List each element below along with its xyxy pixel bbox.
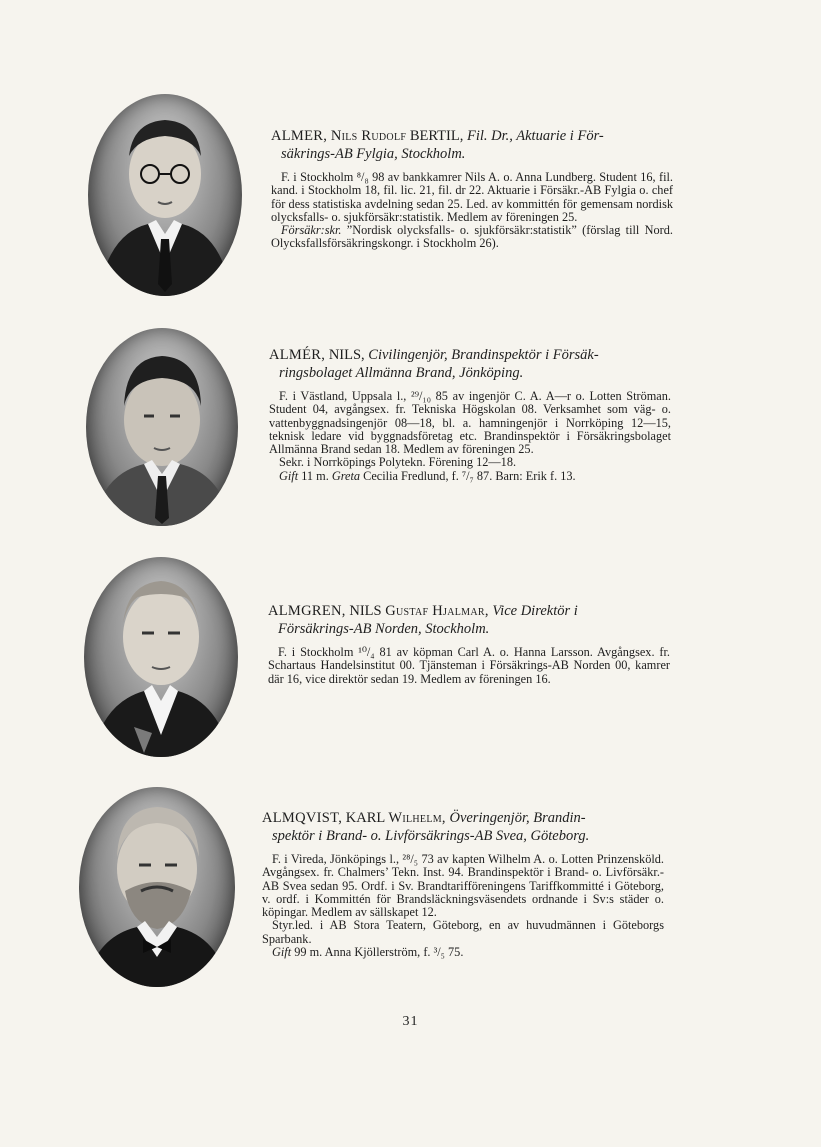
entry-paragraph: F. i Vireda, Jönköpings l., ²⁸/₅ 73 av kapten Wilhelm A. o. Lotten Prinzensköld. Avgångsex. fr. Chalmers’ Tekn. Inst. 94. Brandinspektör i Brand- o. Livförsäkr.-AB Svea sedan 95. Ordf. i Sv. Brandtarifföreningens Tariffkommitté i Göteborg, v. ordf. i Kommittén för Brandsläckningsväsendets ordnande i Sv:s städer o. köpingar. Medlem av sällskapet 12. [262,852,664,920]
entry-paragraph-family [269,470,671,483]
entry-given-names: Nils Rudolf [330,128,407,144]
entry-title-line2: säkrings-AB Fylgia, Stockholm. [281,146,466,162]
entry-given-names: Gustaf Hjalmar, [385,603,489,619]
family-text: Cecilia Fredlund, f. ⁷/₇ 87. Barn: Erik f. 13. [360,468,576,483]
portrait-photo-almgren [84,557,238,757]
entry-title-line1: Överingenjör, Brandin- [449,810,586,826]
entry-body [262,853,664,959]
entry-surname: ALMQVIST, [262,810,343,826]
married-text: 11 m. [298,468,332,483]
portrait-photo-almer-bertil [88,94,242,296]
married-label: Gift [279,468,299,483]
portrait-photo-almqvist [79,787,235,987]
entry-paragraph-family [262,946,664,959]
entry-body [269,390,671,483]
married-label: Gift [272,945,292,960]
married-text: 99 m. Anna Kjöllerström, f. ³/₅ 75. [291,945,464,960]
entry-heading [268,602,670,638]
portrait-illustration [79,787,235,987]
publications-label: Försäkr:skr. [281,223,342,238]
entry-surname: ALMER, [271,128,328,144]
entry-title-line1: Vice Direktör i [492,603,578,619]
entry-given-names: Wilhelm, [388,810,446,826]
entry-title-line2: spektör i Brand- o. Livförsäkrings-AB Svea, Göteborg. [272,828,590,844]
entry-body [268,646,670,686]
entry-name-rest: BERTIL, [406,128,464,144]
entry-title-line1: Civilingenjör, Brandinspektör i Försäk- [368,347,599,363]
entry-paragraph: F. i Stockholm ⁸/₈ 98 av bankkamrer Nils A. o. Anna Lundberg. Student 16, fil. kand. i Stockholm 18, fil. lic. 21, fil. dr 22. Aktuarie i Försäkr.-AB Fylgia o. chef för dess statistiska avdelning sedan 25. Led. av kommittén för gemensam nordisk olycksfalls- o. sjukförsäkr:statistik. Medlem av föreningen 25. [271,170,673,224]
entry-heading [262,809,664,845]
biography-entry-1 [271,127,673,251]
entry-heading [269,346,671,382]
portrait-illustration [86,328,238,526]
entry-title-line1: Fil. Dr., Aktuarie i För- [466,128,604,144]
entry-paragraph-assignments: Styr.led. i AB Stora Teatern, Göteborg, en av huvudmännen i Göteborgs Sparbank. [262,918,664,946]
entry-title-line2: Försäkrings-AB Norden, Stockholm. [278,621,490,637]
publications-text: ”Nordisk olycksfalls- o. sjukförsäkr:statistik” (förslag till Nord. Olycksfallsförsäkringskongr. i Stockholm 26). [271,223,673,251]
entry-name-rest: NILS, [328,347,365,363]
entry-surname: ALMÉR, [269,347,326,363]
entry-name-rest: KARL [345,810,389,826]
entry-body [271,171,673,251]
page-number: 31 [402,1014,419,1029]
biography-entry-4 [262,809,664,959]
portrait-illustration [88,94,242,296]
entry-name-rest: NILS [349,603,386,619]
entry-heading [271,127,673,163]
entry-surname: ALMGREN, [268,603,346,619]
spouse-name: Greta [331,468,361,483]
entry-paragraph-assignments: Sekr. i Norrköpings Polytekn. Förening 12—18. [279,455,517,470]
entry-paragraph-publications [271,224,673,251]
entry-paragraph: F. i Stockholm ¹⁰/₄ 81 av köpman Carl A. o. Hanna Larsson. Avgångsex. fr. Schartaus Handelsinstitut 00. Tjänsteman i Försäkrings-AB Norden 00, kamrer där 16, vice direktör sedan 19. Medlem av föreningen 16. [268,645,670,686]
portrait-photo-almer-nils [86,328,238,526]
biography-entry-3 [268,602,670,686]
biography-entry-2 [269,346,671,483]
entry-title-line2: ringsbolaget Allmänna Brand, Jönköping. [279,365,524,381]
entry-paragraph: F. i Västland, Uppsala l., ²⁹/₁₀ 85 av ingenjör C. A. A—r o. Lotten Ströman. Student 04, avgångsex. fr. Tekniska Högskolan 08. Verksamhet som väg- o. vattenbyggnadsingenjör 08—18, bl. a. hamningenjör i Norrköping 12—15, teknisk ledare vid byggnadsföretag etc. Brandinspektör i Försäkringsbolaget Allmänna Brand sedan 18. Medlem av föreningen 25. [269,389,671,457]
portrait-illustration [84,557,238,757]
